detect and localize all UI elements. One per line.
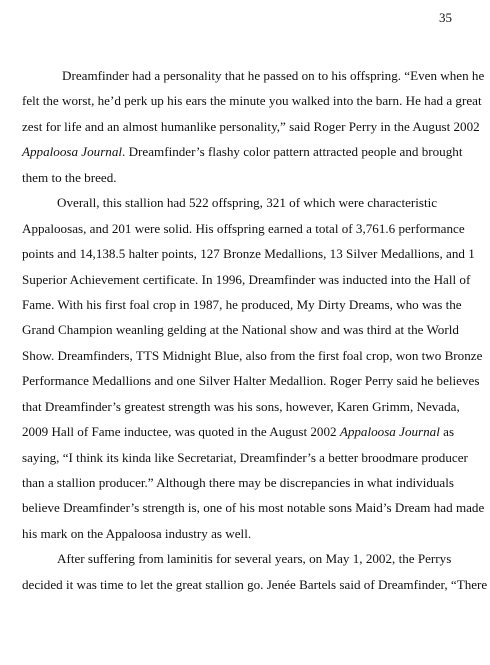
- text-line: [22, 165, 458, 190]
- text-line: [22, 470, 458, 495]
- text-line: [22, 394, 458, 419]
- text-run: them to the breed.: [22, 169, 117, 185]
- text-line: [22, 139, 463, 164]
- italic-title: Appaloosa Journal: [339, 424, 440, 440]
- text-run: as: [439, 424, 455, 440]
- text-run: . Dreamfinder’s flashy color pattern attracted people and brought: [122, 144, 463, 160]
- text-run: Performance Medallions and one Silver Halter Medallion. Roger Perry said he believes: [22, 373, 480, 389]
- page-number: 35: [439, 10, 452, 25]
- text-line: [22, 368, 480, 393]
- text-run: points and 14,138.5 halter points, 127 Bronze Medallions, 13 Silver Medallions, and 1: [22, 246, 475, 262]
- text-run: Show. Dreamfinders, TTS Midnight Blue, also from the first foal crop, won two Bronze: [22, 347, 483, 363]
- text-run: 2009 Hall of Fame inductee, was quoted in the August 2002: [22, 424, 340, 440]
- text-line: [22, 292, 462, 317]
- text-line: [22, 495, 485, 520]
- text-run: believe Dreamfinder’s strength is, one of his most notable sons Maid’s Dream had made: [22, 500, 485, 516]
- text-run: that Dreamfinder’s greatest strength was his sons, however, Karen Grimm, Nevada,: [22, 398, 460, 414]
- text-line: [22, 521, 458, 546]
- text-line: [22, 343, 483, 368]
- text-line: [22, 190, 458, 215]
- text-line: [22, 114, 480, 139]
- text-run: After suffering from laminitis for several years, on May 1, 2002, the Perrys: [57, 551, 452, 567]
- text-run: zest for life and an almost humanlike personality,” said Roger Perry in the August 2002: [22, 118, 480, 134]
- text-run: Dreamfinder had a personality that he passed on to his offspring. “Even when he: [62, 68, 485, 83]
- italic-title: Appaloosa Journal: [22, 144, 123, 160]
- text-run: his mark on the Appaloosa industry as well.: [22, 525, 252, 541]
- text-run: Overall, this stallion had 522 offspring, 321 of which were characteristic: [57, 195, 438, 211]
- text-run: Superior Achievement certificate. In 1996, Dreamfinder was inducted into the Hall of: [22, 271, 471, 287]
- body-text: [22, 63, 488, 597]
- text-run: than a stallion producer.” Although there may be discrepancies in what individuals: [22, 475, 454, 490]
- text-line: [22, 572, 488, 597]
- text-line: [22, 241, 475, 266]
- text-line: [22, 63, 485, 88]
- text-line: [22, 419, 458, 444]
- text-run: Grand Champion weanling gelding at the National show and was third at the World: [22, 322, 459, 338]
- text-run: felt the worst, he’d perk up his ears the minute you walked into the barn. He had a great: [22, 93, 482, 109]
- text-line: [22, 216, 465, 241]
- text-line: [22, 317, 458, 342]
- text-run: Fame. With his first foal crop in 1987, he produced, My Dirty Dreams, who was the: [22, 296, 462, 312]
- text-line: [22, 445, 468, 470]
- text-line: [22, 546, 458, 571]
- text-run: Appaloosas, and 201 were solid. His offspring earned a total of 3,761.6 performance: [22, 220, 465, 236]
- text-line: [22, 88, 482, 113]
- text-run: saying, “I think its kinda like Secretariat, Dreamfinder’s a better broodmare producer: [22, 449, 468, 465]
- text-run: decided it was time to let the great stallion go. Jenée Bartels said of Dreamfinder, “There: [22, 576, 488, 592]
- text-line: [22, 267, 471, 292]
